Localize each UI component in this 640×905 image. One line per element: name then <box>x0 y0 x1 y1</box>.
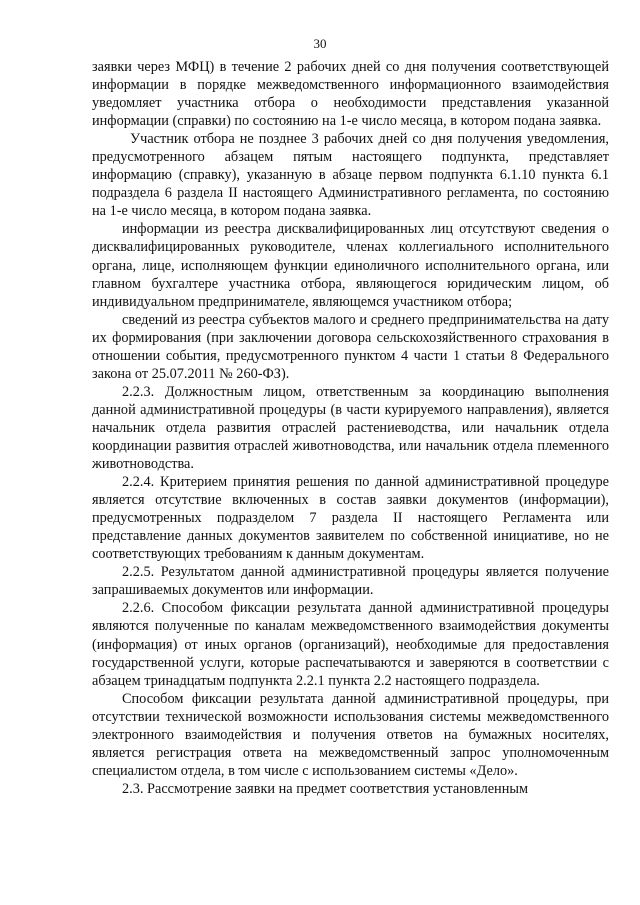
page-number: 30 <box>313 36 327 51</box>
paragraph-2-3: 2.3. Рассмотрение заявки на предмет соответствия установленным <box>122 780 529 797</box>
paragraph-sme-registry: сведений из реестра субъектов малого и среднего предпринимательства на дату их формирования (при заключении договора сельскохозяйственного страхования в отношении события, предусмотренного пунктом 4 части 1 статьи 8 Федерального закона от 25.07.2011 № 260-ФЗ). <box>92 311 609 382</box>
paragraph-disqualified-registry: информации из реестра дисквалифицированных лиц отсутствуют сведения о дисквалифицированных руководителе, членах коллегиального исполнительного органа, лице, исполняющем функции единоличного исполнительного органа, или главном бухгалтере участника отбора, являющегося юридическим лицом, об индивидуальном предпринимателе, являющемся участником отбора; <box>92 221 609 310</box>
paragraph-2-2-5: 2.2.5. Результатом данной административной процедуры является получение запрашиваемых документов или информации. <box>92 564 609 599</box>
paragraph-2-2-4: 2.2.4. Критерием принятия решения по данной административной процедуре является отсутствие включенных в состав заявки документов (информации), предусмотренных подразделом 7 раздела II настоящего Регламента или представление данных документов заявителем по собственной инициативе, но не соответствующих требованиям к данным документам. <box>92 474 609 563</box>
paragraph-continuation: заявки через МФЦ) в течение 2 рабочих дней со дня получения соответствующей информации в порядке межведомственного информационного взаимодействия уведомляет участника отбора о необходимости представления указанной информации (справки) по состоянию на 1-е число месяца, в котором подана заявка. <box>92 59 609 130</box>
paragraph-2-2-3: 2.2.3. Должностным лицом, ответственным за координацию выполнения данной административной процедуры (в части курируемого направления), является начальник отдела развития отраслей растениеводства, или начальник отдела координации развития отраслей животноводства, или начальник отдела племенного животноводства. <box>92 383 609 473</box>
document-body <box>92 58 609 798</box>
paragraph-participant-notice: Участник отбора не позднее 3 рабочих дней со дня получения уведомления, предусмотренного абзацем пятым настоящего подпункта, представляет информацию (справку), указанную в абзаце первом подпункта 6.1.10 пункта 6.1 подраздела 6 раздела II настоящего Административного регламента, по состоянию на 1-е число месяца, в котором подана заявка. <box>92 131 609 220</box>
paragraph-2-2-6: 2.2.6. Способом фиксации результата данной административной процедуры являются полученные по каналам межведомственного взаимодействия документы (информация) от иных органов (организаций), необходимые для предоставления государственной услуги, которые распечатываются и заверяются в соответствии с абзацем тринадцатым подпункта 2.2.1 пункта 2.2 настоящего подраздела. <box>92 600 609 689</box>
paragraph-fixation-method: Способом фиксации результата данной административной процедуры, при отсутствии технической возможности использования системы межведомственного электронного взаимодействия и получения ответов на бумажных носителях, является регистрация ответа на межведомственный запрос уполномоченным специалистом отдела, в том числе с использованием системы «Дело». <box>92 690 609 779</box>
